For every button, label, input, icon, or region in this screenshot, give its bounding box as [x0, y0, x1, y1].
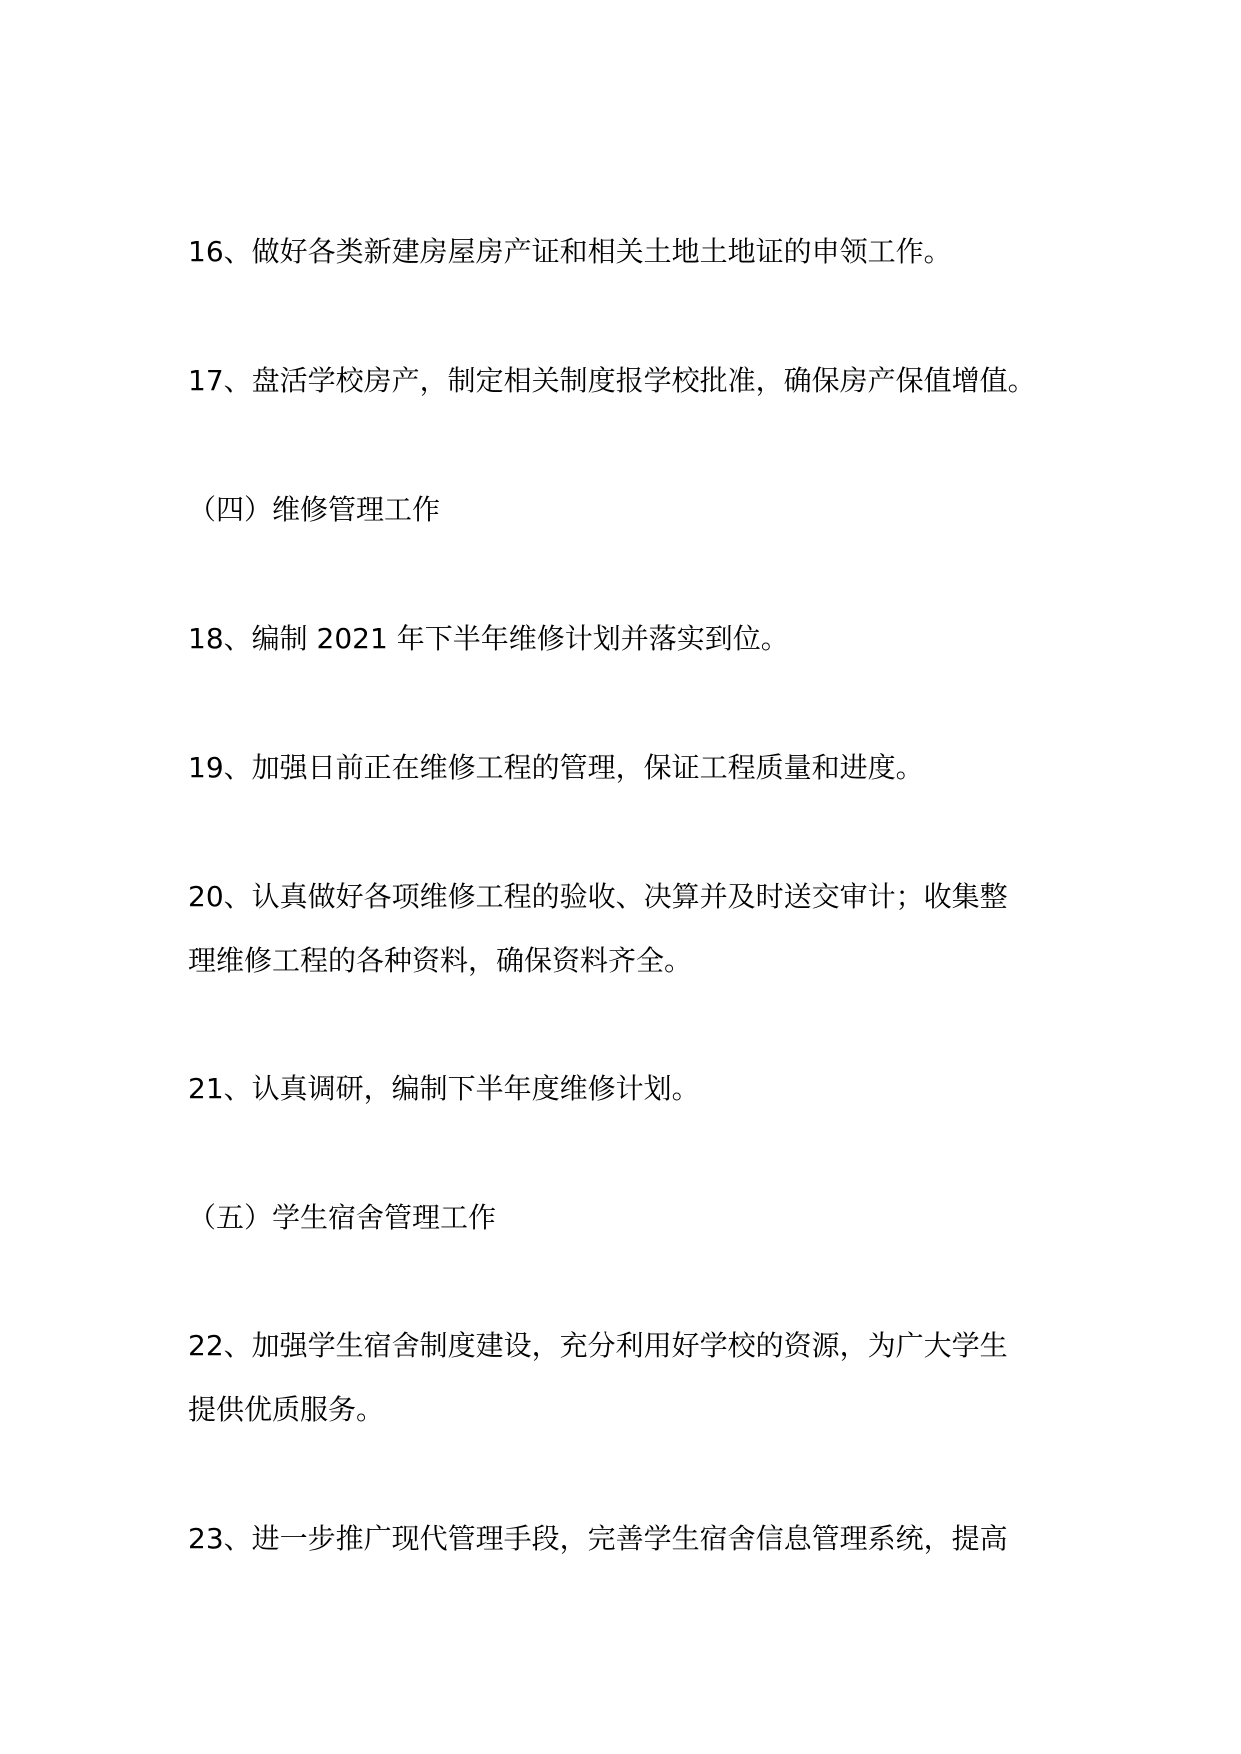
item-21: 21、认真调研，编制下半年度维修计划。 — [188, 1072, 700, 1105]
section-heading-maintenance: （四）维修管理工作 — [188, 493, 441, 526]
item-16: 16、做好各类新建房屋房产证和相关土地土地证的申领工作。 — [188, 235, 952, 268]
item-20-line-1: 20、认真做好各项维修工程的验收、决算并及时送交审计；收集整 — [188, 880, 1008, 913]
item-18: 18、编制 2021 年下半年维修计划并落实到位。 — [188, 622, 789, 655]
item-20-line-2: 理维修工程的各种资料，确保资料齐全。 — [188, 944, 693, 977]
item-22-line-1: 22、加强学生宿舍制度建设，充分利用好学校的资源，为广大学生 — [188, 1329, 1008, 1362]
item-19: 19、加强日前正在维修工程的管理，保证工程质量和进度。 — [188, 751, 924, 784]
item-22-line-2: 提供优质服务。 — [188, 1393, 385, 1426]
item-23-line-1: 23、进一步推广现代管理手段，完善学生宿舍信息管理系统，提高 — [188, 1522, 1008, 1555]
section-heading-dormitory: （五）学生宿舍管理工作 — [188, 1201, 497, 1234]
item-17: 17、盘活学校房产，制定相关制度报学校批准，确保房产保值增值。 — [188, 364, 1036, 397]
